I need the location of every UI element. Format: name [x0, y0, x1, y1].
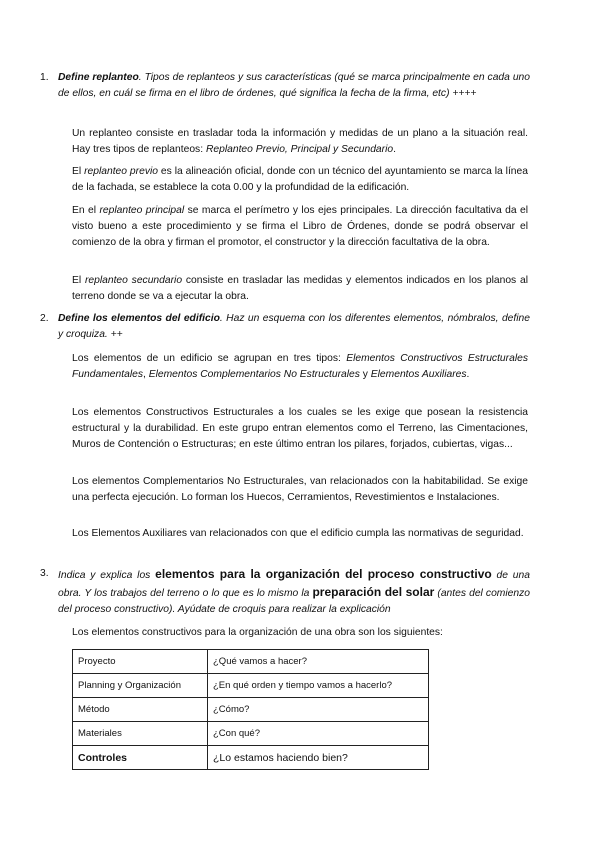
organization-elements-table [72, 649, 429, 770]
table-cell-question: ¿Qué vamos a hacer? [208, 650, 429, 674]
emphasis: replanteo principal [99, 205, 185, 216]
answer-paragraph: Los elementos constructivos para la organización de una obra son los siguientes: [72, 627, 443, 638]
question-body: . Tipos de replanteos y sus características (qué se marca principalmente en cada uno de ellos, en cuál se firma en el libro de órdenes, qué significa la fecha de la firma, etc) ++++ [58, 72, 530, 99]
question-title: Define los elementos del edificio [58, 313, 220, 324]
emphasis: Elementos Auxiliares [370, 369, 467, 380]
answer-paragraph: Los elementos Complementarios No Estructurales, van relacionados con la habitabilidad. Se exige una perfecta ejecución. Lo forman los Huecos, Cerramientos, Revestimientos e Instalaciones. [72, 476, 528, 503]
table-cell-question: ¿Cómo? [208, 698, 429, 722]
table-row [73, 674, 429, 698]
answer-paragraph: El replanteo secundario consiste en trasladar las medidas y elementos indicados en los planos al terreno donde se va a ejecutar la obra. [72, 275, 529, 302]
table-cell-question: ¿Con qué? [208, 722, 429, 746]
emphasis: replanteo previo [84, 166, 158, 177]
emphasis: Elementos Complementarios No Estructurales [148, 369, 360, 380]
emphasis: Replanteo Previo, Principal y Secundario [205, 144, 394, 155]
question-title: preparación del solar [312, 585, 435, 599]
answer-paragraph: El replanteo previo es la alineación oficial, donde con un técnico del ayuntamiento se marca la línea de la fachada, se establece la cota 0.00 y la profundidad de la edificación. [72, 166, 528, 193]
answer-paragraph: Los Elementos Auxiliares van relacionados con que el edificio cumpla las normativas de seguridad. [72, 528, 524, 539]
table-cell-element: Controles [73, 746, 208, 770]
emphasis: replanteo secundario [84, 275, 183, 286]
table-row [73, 722, 429, 746]
answer-paragraph: Los elementos de un edificio se agrupan en tres tipos: Elementos Constructivos Estructurales Fundamentales, Elementos Complementarios No Estructurales y Elementos Auxiliares. [72, 353, 528, 380]
table-cell-element: Método [73, 698, 208, 722]
question-text [40, 70, 530, 102]
question-body: . Haz un esquema con los diferentes elementos, nómbralos, define y croquiza. ++ [58, 313, 530, 340]
answer-paragraph: Un replanteo consiste en trasladar toda la información y medidas de un plano a la situación real. Hay tres tipos de replanteos: Replanteo Previo, Principal y Secundario. [72, 128, 528, 155]
question-number: 1. [40, 72, 49, 83]
question-2 [40, 311, 530, 343]
table-row [73, 746, 429, 770]
question-number: 3. [40, 568, 49, 579]
answer-paragraph: Los elementos Constructivos Estructurales a los cuales se les exige que posean la resistencia estructural y la durabilidad. En este grupo entran elementos como el Terreno, las Cimentaciones, Muros de Contención o Estructuras; en este último entran los pilares, forjados, cubiertas, vigas... [72, 407, 528, 450]
question-text [40, 311, 530, 343]
table-cell-element: Planning y Organización [73, 674, 208, 698]
answer-paragraph: En el replanteo principal se marca el perímetro y los ejes principales. La dirección facultativa da el visto bueno a este procedimiento y se firma el Libro de Órdenes, donde se podrá observar el comienzo de la obra y firman el promotor, el constructor y la dirección facultativa de la obra. [72, 205, 528, 248]
table-row [73, 698, 429, 722]
question-text: Indica y explica los elementos para la organización del proceso constructivo de una obra. Y los trabajos del terreno o lo que es lo mismo la preparación del solar (antes del comienzo del proceso constructivo). Ayúdate de croquis para realizar la explicación [58, 567, 530, 615]
question-title: elementos para la organización del proceso constructivo [155, 567, 492, 581]
table-cell-element: Proyecto [73, 650, 208, 674]
table-cell-question: ¿Lo estamos haciendo bien? [208, 746, 429, 770]
question-title: Define replanteo [58, 72, 139, 83]
question-3 [40, 566, 530, 618]
table-cell-question: ¿En qué orden y tiempo vamos a hacerlo? [208, 674, 429, 698]
emphasis: Elementos Constructivos Estructurales Fundamentales [72, 353, 528, 380]
question-number: 2. [40, 313, 49, 324]
table-row [73, 650, 429, 674]
table-cell-element: Materiales [73, 722, 208, 746]
question-1 [40, 70, 530, 102]
